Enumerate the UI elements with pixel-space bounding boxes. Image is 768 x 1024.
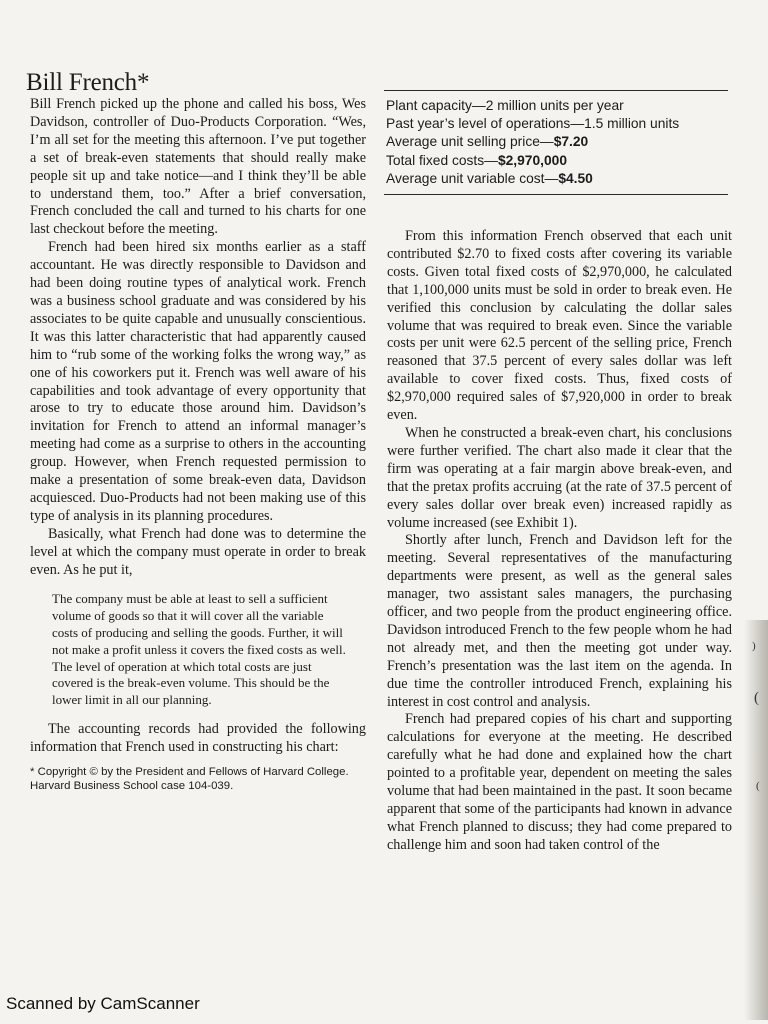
facts-bottom-rule	[384, 194, 728, 195]
block-quote: The company must be able at least to sell a sufficient volume of goods so that it will cover all the variable costs of producing and selling the goods. Further, it will not make a profit unless it covers the fixed costs as well. The level of operation at which total costs are just covered is the break-even volume. This should be the lower limit in all our planning.	[52, 591, 346, 708]
fact-variable-cost: Average unit variable cost—$4.50	[386, 170, 593, 186]
fact-selling-price: Average unit selling price—$7.20	[386, 134, 589, 150]
copyright-footnote: * Copyright © by the President and Fellows of Harvard College. Harvard Business School case 104-039.	[30, 765, 349, 793]
cost-facts-box	[384, 90, 728, 195]
fact-fixed-costs: Total fixed costs—$2,970,000	[386, 152, 568, 168]
paragraph: The accounting records had provided the following information that French used in constructing his chart:	[30, 721, 366, 755]
paragraph: French had prepared copies of his chart and supporting calculations for everyone at the meeting. He described carefully what he had done and explained how the chart pointed to a profitable year, dependent on meeting the sales volume that had been maintained in the past. It soon became apparent that some of the participants had known in advance what French planned to discuss; they had come prepared to challenge him and soon had taken control of the	[387, 711, 732, 853]
binding-mark: (	[756, 780, 760, 792]
paragraph: When he constructed a break-even chart, his conclusions were further verified. The chart also made it clear that the firm was operating at a fair margin above break-even, and that the pretax profits accruing (at the rate of 37.5 percent of every sales dollar over break even) increased rapidly as volume increased (see Exhibit 1).	[387, 424, 732, 531]
binding-mark: )	[752, 640, 756, 652]
binding-mark: (	[754, 690, 759, 706]
right-column	[387, 228, 732, 855]
facts-list	[386, 97, 728, 188]
paragraph: Shortly after lunch, French and Davidson left for the meeting. Several representatives of the manufacturing departments were present, as well as the general sales manager, two assistant sales managers, the purchasing officer, and two people from the product engineering office. Davidson introduced French to the few people whom he had not already met, and then the meeting got under way. French’s presentation was the last item on the agenda. In due time the controller introduced French, explaining his interest in cost control and analysis.	[387, 532, 732, 710]
scanner-watermark: Scanned by CamScanner	[6, 994, 200, 1013]
paragraph: Bill French picked up the phone and called his boss, Wes Davidson, controller of Duo-Products Corporation. “Wes, I’m all set for the meeting this afternoon. I’ve put together a set of break-even statements that should really make people sit up and take notice—and I think they’ll be able to understand them, too.” After a brief conversation, French concluded the call and turned to his charts for one last checkout before the meeting.	[30, 96, 366, 238]
paragraph: French had been hired six months earlier as a staff accountant. He was directly responsible to Davidson and had been doing routine types of analytical work. French was a business school graduate and was considered by his associates to be quite capable and unusually conscientious. It was this latter characteristic that had apparently caused him to “rub some of the working folks the wrong way,” as one of his coworkers put it. French was well aware of his capabilities and took advantage of every opportunity that arose to try to educate those around him. Davidson’s invitation for French to attend an informal manager’s meeting had come as a surprise to others in the accounting group. However, when French requested permission to make a presentation of some break-even data, Davidson acquiesced. Duo-Products had not been making use of this type of analysis in its planning procedures.	[30, 239, 366, 524]
left-column	[30, 96, 366, 794]
facts-top-rule	[384, 90, 728, 91]
page-edge-shadow	[744, 620, 768, 1020]
fact-past-operations: Past year’s level of operations—1.5 million units	[386, 116, 680, 132]
paragraph: Basically, what French had done was to determine the level at which the company must operate in order to break even. As he put it,	[30, 525, 366, 578]
case-title: Bill French*	[26, 68, 150, 96]
paragraph: From this information French observed that each unit contributed $2.70 to fixed costs after covering its variable costs. Given total fixed costs of $2,970,000, he calculated that 1,100,000 units must be sold in order to break even. He verified this conclusion by calculating the dollar sales volume that was required to break even. Since the variable costs per unit were 62.5 percent of the selling price, French reasoned that 37.5 percent of every sales dollar was left available to cover fixed costs. Thus, fixed costs of $2,970,000 required sales of $7,920,000 in order to break even.	[387, 228, 732, 424]
fact-plant-capacity: Plant capacity—2 million units per year	[386, 98, 624, 113]
